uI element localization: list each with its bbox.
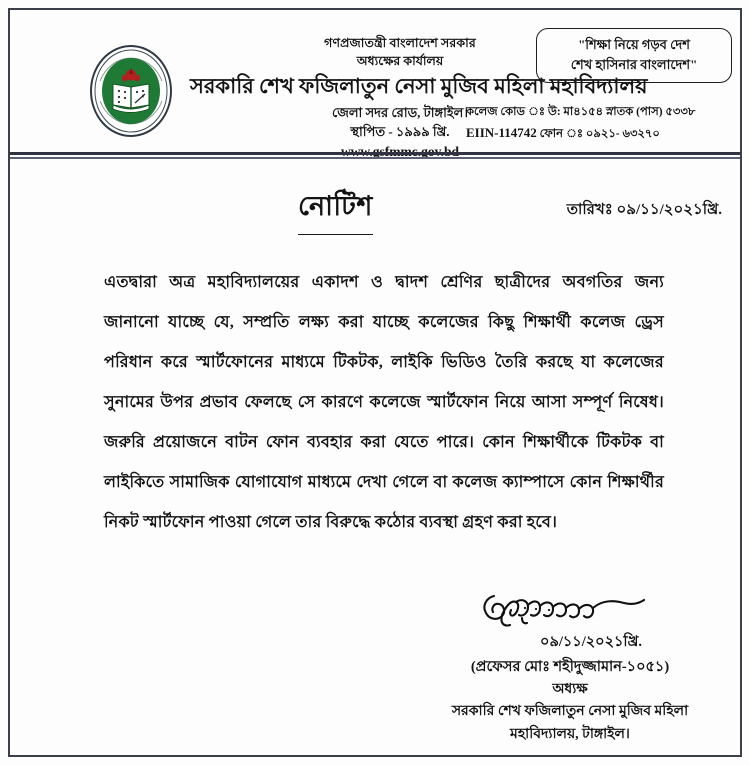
government-line: গণপ্রজাতন্ত্রী বাংলাদেশ সরকার [324,36,476,50]
signatory-name: (প্রফেসর মোঃ শহীদুজ্জামান-১০৫১) [470,658,670,675]
letterhead [10,10,740,150]
phone-number: ফোন ঃ ০৯২১- ৬৩২৭০ [539,128,660,141]
signatory-organization-line-1: সরকারি শেখ ফজিলাতুন নেসা মুজিব মহিলা [451,704,689,720]
college-code-line: কলেজ কোড ঃ উ: মা৪১৫৪ স্নাতক (পাস) ৫৩৩৮ [466,106,696,118]
body-line: সুনামের উপর প্রভাব ফেলছে সে কারণে কলেজে স্মার্টফোন নিয়ে আসা সম্পূর্ণ নিষেধ। [104,393,664,411]
body-line: এতদ্বারা অত্র মহাবিদ্যালয়ের একাদশ ও দ্বাদশ শ্রেণির ছাত্রীদের অবগতির জন্য [104,273,664,291]
college-codes-block [466,102,736,145]
signatory-organization-line-2: মহাবিদ্যালয়, টাঙ্গাইল। [510,726,630,742]
eiin-number: EIIN-114742 [466,125,537,141]
body-line: জরুরি প্রয়োজনে বাটন ফোন ব্যবহার করা যেতে পারে। কোন শিক্ষার্থীকে টিকটক বা [104,433,664,451]
slogan-line-1: "শিক্ষা নিয়ে গড়ব দেশ [578,37,690,52]
notice-body [104,262,664,542]
body-line: পরিধান করে স্মার্টফোনের মাধ্যমে টিকটক, লাইকি ভিডিও তৈরি করছে যা কলেজের [104,353,664,371]
address-line: জেলা সদর রোড, টাঙ্গাইল। [331,104,469,120]
signature-block [404,584,736,746]
college-name: সরকারি শেখ ফজিলাতুন নেসা মুজিব মহিলা মহাবিদ্যালয় [190,74,648,99]
header-divider-thin [10,157,740,159]
notice-title-row [10,186,740,234]
header-divider-thick [10,152,740,155]
page-title: নোটিশ [298,186,373,235]
body-line: লাইকিতে সামাজিক যোগাযোগ মাধ্যমে দেখা গেলে বা কলেজ ক্যাম্পাসে কোন শিক্ষার্থীর [104,473,664,491]
slogan-line-2: শেখ হাসিনার বাংলাদেশ" [570,57,698,73]
notice-date: তারিখঃ ০৯/১১/২০২১খ্রি. [566,202,722,218]
signatory-designation: অধ্যক্ষ [552,681,588,697]
eiin-phone-line [466,122,736,145]
handwritten-signature [478,584,663,630]
body-line: নিকট স্মার্টফোন পাওয়া গেলে তার বিরুদ্ধে কঠোর ব্যবস্থা গ্রহণ করা হবে। [104,513,558,531]
slogan-box [536,28,732,83]
office-line: অধ্যক্ষের কার্যালয় [356,54,444,69]
college-seal-logo [88,43,174,139]
signature-date: ০৯/১১/২০২১খ্রি. [540,634,642,650]
body-line: জানানো যাচ্ছে যে, সম্প্রতি লক্ষ্য করা যাচ্ছে কলেজের কিছু শিক্ষার্থী কলেজ ড্রেস [104,313,664,331]
established-line: স্থাপিত - ১৯৯৯ খ্রি. [350,124,450,140]
